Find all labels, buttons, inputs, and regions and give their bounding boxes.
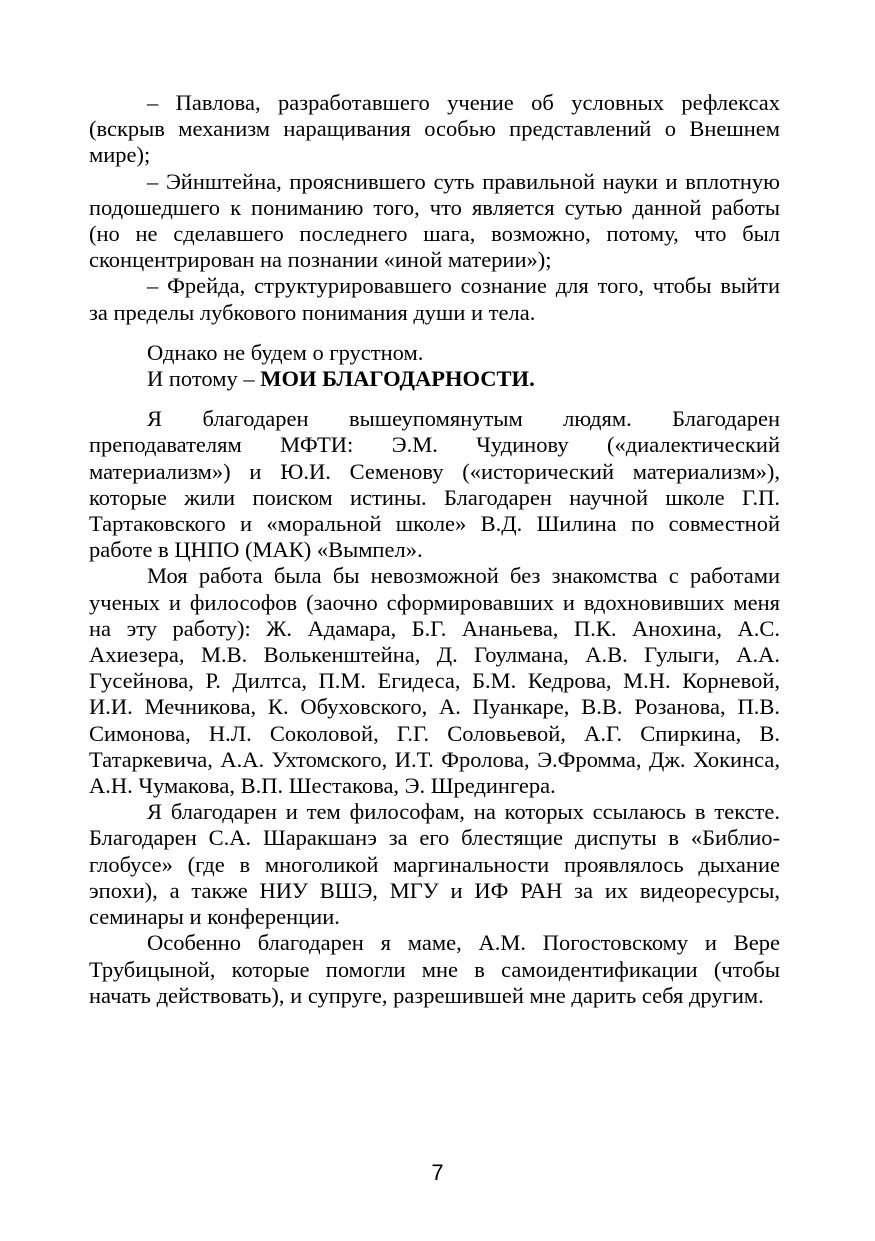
list-item-einstein: – Эйнштейна, прояснившего суть правильной науки и вплотную подошедшего к пониманию того, что является сутью данной работы (но не сделавшего последнего шага, возможно, потому, что был сконцентрирован на познании «иной материи»); <box>89 168 780 273</box>
paragraph-scientists: Моя работа была бы невозможной без знакомства с работами ученых и философов (заочно сформировавших и вдохновивших меня на эту работу): Ж. Адамара, Б.Г. Ананьева, П.К. Анохина, А.С. Ахиезера, М.В. Волькенштейна, Д. Гоулмана, А.В. Гулыги, А.А. Гусейнова, Р. Дилтса, П.М. Егидеса, Б.М. Кедрова, М.Н. Корневой, И.И. Мечникова, К. Обуховского, А. Пуанкаре, В.В. Розанова, П.В. Симонова, Н.Л. Соколовой, Г.Г. Соловьевой, А.Г. Спиркина, В. Татаркевича, А.А. Ухтомского, И.Т. Фролова, Э.Фромма, Дж. Хокинса, А.Н. Чумакова, В.П. Шестакова, Э. Шредингера. <box>89 563 780 799</box>
acknowledgements-heading <box>89 366 780 392</box>
heading-suffix: . <box>529 366 535 392</box>
heading-prefix: И потому – <box>147 366 261 392</box>
list-item-pavlov: – Павлова, разработавшего учение об условных рефлексах (вскрыв механизм наращивания особью представлений о Внешнем мире); <box>89 90 780 168</box>
page-number: 7 <box>431 1160 444 1185</box>
heading-bold-title: МОИ БЛАГОДАРНОСТИ <box>260 366 530 392</box>
list-item-freud: – Фрейда, структурировавшего сознание для того, чтобы выйти за пределы лубкового понимания души и тела. <box>89 273 780 325</box>
paragraph-family: Особенно благодарен я маме, А.М. Погостовскому и Вере Трубицыной, которые помогли мне в самоидентификации (чтобы начать действовать), и супруге, разрешившей мне дарить себя другим. <box>89 930 780 1008</box>
transition-line: Однако не будем о грустном. <box>147 339 424 365</box>
paragraph-philosophers: Я благодарен и тем философам, на которых ссылаюсь в тексте. Благодарен С.А. Шаракшанэ за его блестящие диспуты в «Библио-глобусе» (где в многоликой маргинальности проявлялось дыхание эпохи), а также НИУ ВШЭ, МГУ и ИФ РАН за их видеоресурсы, семинары и конференции. <box>89 799 780 930</box>
paragraph-teachers: Я благодарен вышеупомянутым людям. Благодарен преподавателям МФТИ: Э.М. Чудинову («диалектический материализм») и Ю.И. Семенову («исторический материализм»), которые жили поиском истины. Благодарен научной школе Г.П. Тартаковского и «моральной школе» В.Д. Шилина по совместной работе в ЦНПО (МАК) «Вымпел». <box>89 406 780 563</box>
main-text <box>89 90 780 1009</box>
